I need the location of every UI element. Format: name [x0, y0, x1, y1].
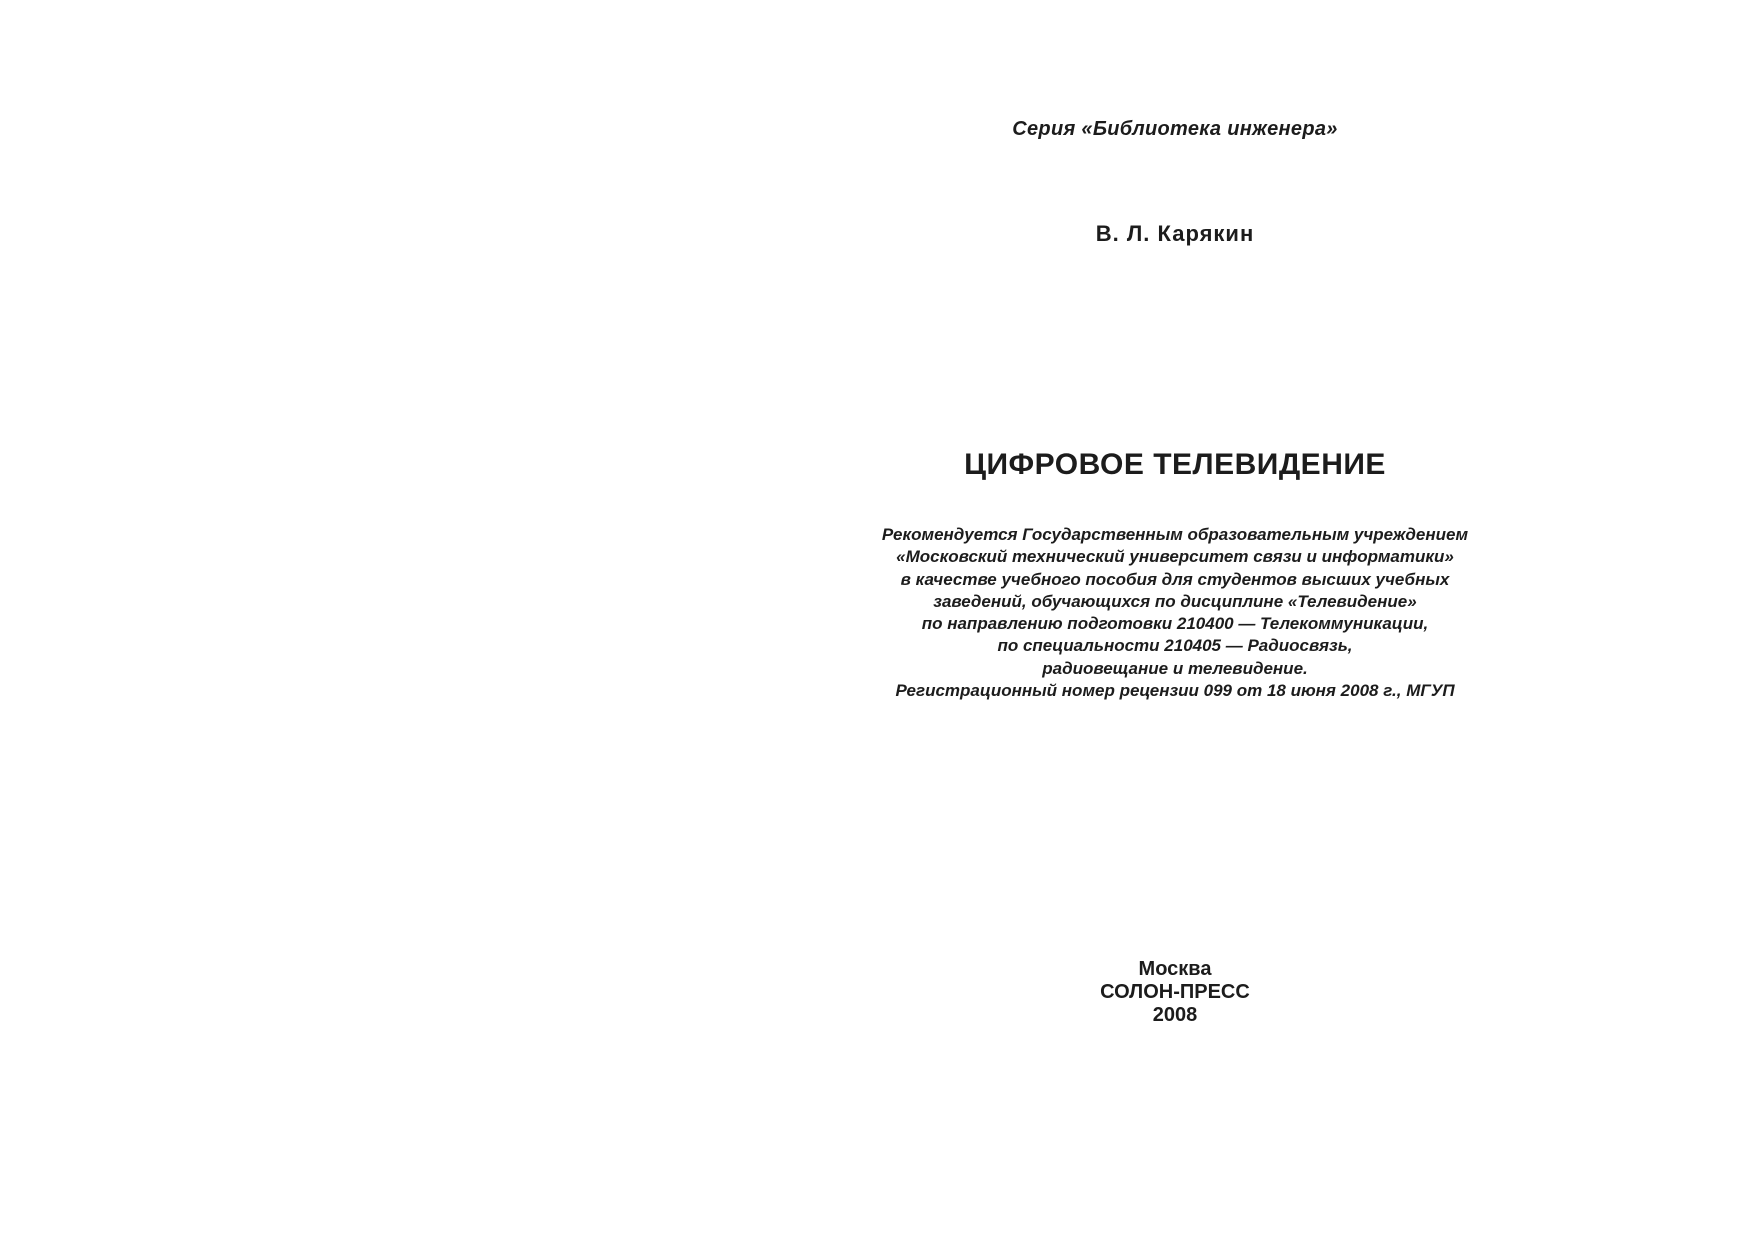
imprint-year: 2008 [1152, 1004, 1198, 1026]
annotation-line: по специальности 210405 — Радиосвязь, [997, 636, 1353, 656]
annotation-line: в качестве учебного пособия для студентов высших учебных [900, 569, 1450, 589]
imprint-publisher: СОЛОН-ПРЕСС [1100, 981, 1250, 1003]
imprint-city: Москва [1138, 958, 1212, 980]
author-name: В. Л. Карякин [1095, 221, 1255, 246]
recommendation-annotation [820, 524, 1530, 702]
annotation-line: Регистрационный номер рецензии 099 от 18 июня 2008 г., МГУП [895, 681, 1455, 701]
book-title: ЦИФРОВОЕ ТЕЛЕВИДЕНИЕ [964, 448, 1386, 481]
imprint-block [820, 958, 1530, 1027]
annotation-line: «Московский технический университет связи и информатики» [896, 547, 1454, 567]
annotation-line: заведений, обучающихся по дисциплине «Телевидение» [933, 591, 1417, 611]
annotation-line: радиовещание и телевидение. [1042, 658, 1308, 678]
annotation-line: Рекомендуется Государственным образовательным учреждением [881, 525, 1469, 544]
series-label: Серия «Библиотека инженера» [1012, 118, 1338, 140]
annotation-line: по направлению подготовки 210400 — Телекоммуникации, [921, 614, 1429, 634]
title-page-column [820, 0, 1530, 1241]
